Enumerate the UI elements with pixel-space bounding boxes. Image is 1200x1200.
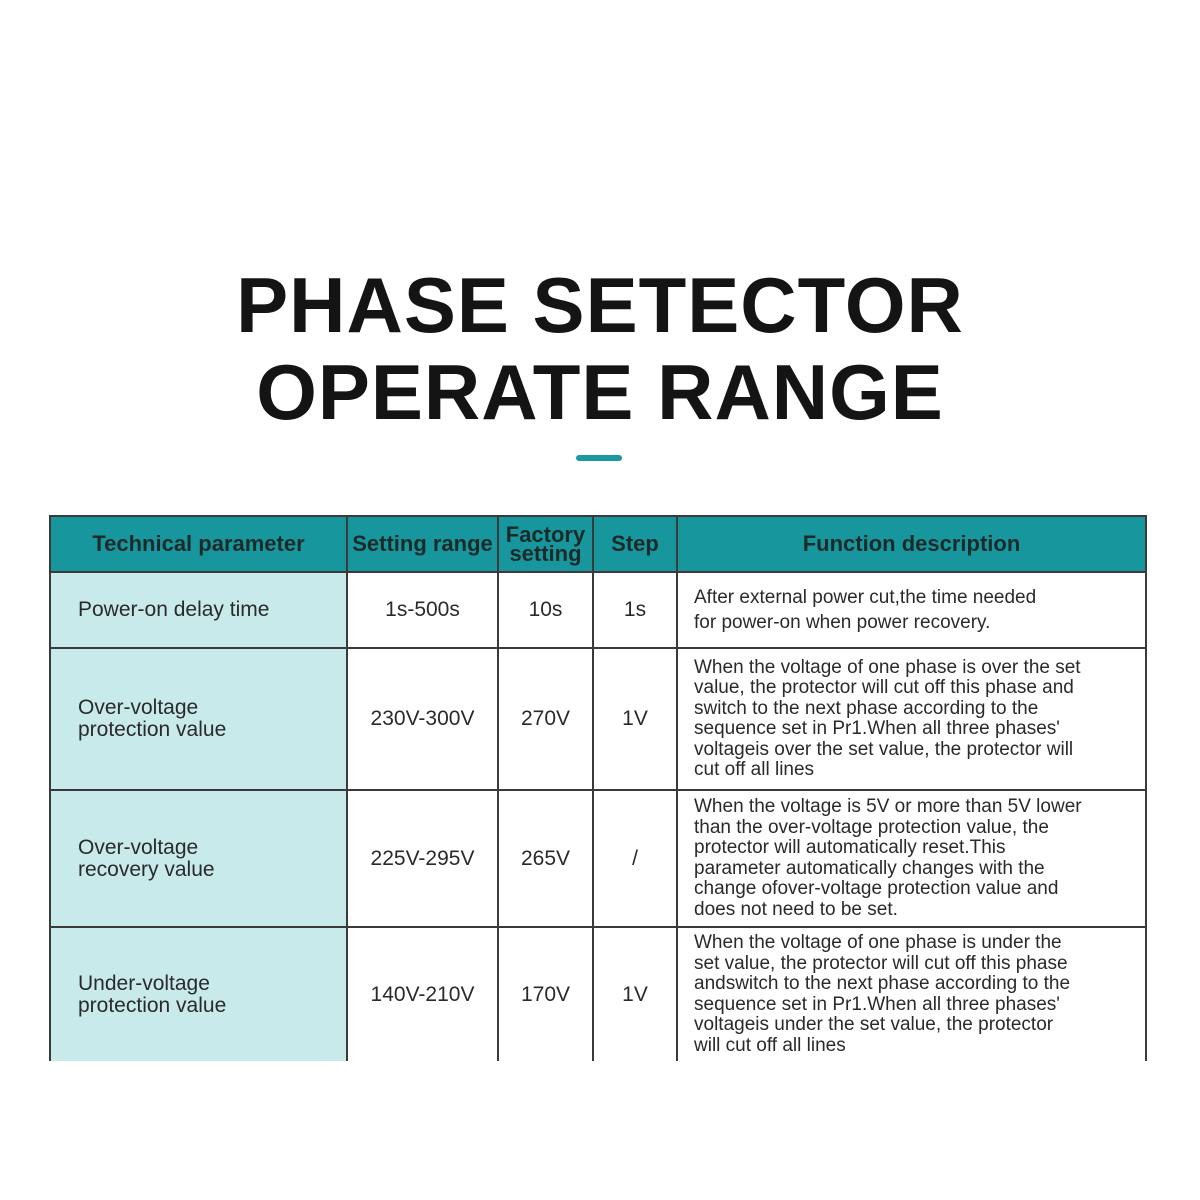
description-cell: When the voltage of one phase is over the set value, the protector will cut off this phase and switch to the next phase according to the sequence set in Pr1.When all three phases' voltageis over the set value, the protector will cut off all lines [677, 648, 1146, 790]
header-setting-range: Setting range [347, 516, 498, 572]
table-row [50, 572, 1146, 648]
page-title-line-2: OPERATE RANGE [256, 348, 944, 436]
range-cell: 230V-300V [347, 648, 498, 790]
parameter-cell: Power-on delay time [50, 572, 347, 648]
table-row [50, 648, 1146, 790]
parameter-cell: Over-voltage protection value [50, 648, 347, 790]
step-cell: 1V [593, 927, 677, 1061]
table-row [50, 790, 1146, 927]
factory-cell: 170V [498, 927, 593, 1061]
header-step: Step [593, 516, 677, 572]
factory-cell: 10s [498, 572, 593, 648]
table-row [50, 927, 1146, 1061]
parameter-cell: Under-voltage protection value [50, 927, 347, 1061]
factory-cell: 265V [498, 790, 593, 927]
description-cell: When the voltage is 5V or more than 5V lower than the over-voltage protection value, the protector will automatically reset.This parameter automatically changes with the change ofover-voltage protection value and does not need to be set. [677, 790, 1146, 927]
description-cell: When the voltage of one phase is under the set value, the protector will cut off this phase andswitch to the next phase according to the sequence set in Pr1.When all three phases' voltageis under the set value, the protector will cut off all lines [677, 927, 1146, 1061]
parameter-table [49, 515, 1147, 1061]
header-technical-parameter: Technical parameter [50, 516, 347, 572]
factory-cell: 270V [498, 648, 593, 790]
table-header-row [50, 516, 1146, 572]
step-cell: 1s [593, 572, 677, 648]
header-factory-setting: Factory setting [498, 516, 593, 572]
title-underline-divider [576, 455, 622, 461]
page-title-line-1: PHASE SETECTOR [236, 261, 964, 349]
range-cell: 225V-295V [347, 790, 498, 927]
step-cell: / [593, 790, 677, 927]
header-function-description: Function description [677, 516, 1146, 572]
parameter-cell: Over-voltage recovery value [50, 790, 347, 927]
step-cell: 1V [593, 648, 677, 790]
description-cell: After external power cut,the time needed for power-on when power recovery. [677, 572, 1146, 648]
range-cell: 140V-210V [347, 927, 498, 1061]
range-cell: 1s-500s [347, 572, 498, 648]
